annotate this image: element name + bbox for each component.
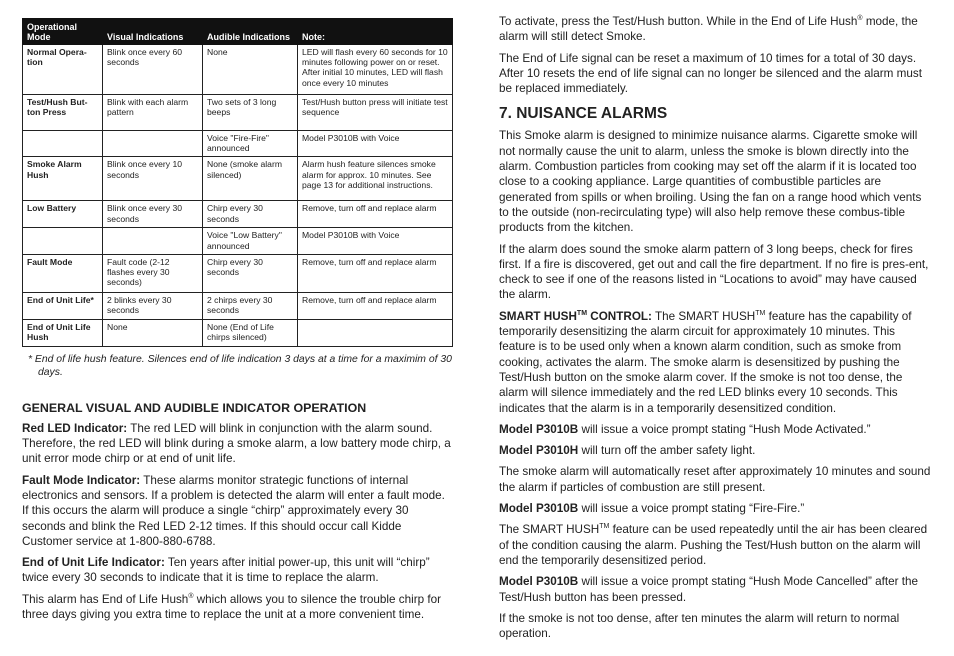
cell-visual: Blink with each alarm pattern bbox=[103, 95, 203, 131]
model-label: Model P3010B bbox=[499, 422, 579, 436]
table-row bbox=[23, 254, 453, 292]
header-operational-mode: Operational Mode bbox=[23, 19, 103, 45]
nuisance-alarms-heading: 7. NUISANCE ALARMS bbox=[499, 105, 668, 123]
cell-visual: 2 blinks every 30 seconds bbox=[103, 292, 203, 319]
fault-mode-label: Fault Mode Indicator: bbox=[22, 473, 141, 487]
cell-audible: None (End of Life chirps silenced) bbox=[203, 319, 298, 346]
end-of-life-paragraph bbox=[22, 555, 452, 586]
model-p3010b-hush-activated bbox=[499, 422, 932, 437]
cell-note bbox=[298, 319, 453, 346]
model-label: Model P3010B bbox=[499, 575, 579, 589]
cell-note: Remove, turn off and replace alarm bbox=[298, 254, 453, 292]
table-row bbox=[23, 95, 453, 131]
end-of-life-hush-text-a: This alarm has End of Life Hush bbox=[22, 592, 189, 606]
right-column bbox=[499, 14, 932, 647]
cell-audible: 2 chirps every 30 seconds bbox=[203, 292, 298, 319]
table-header-row bbox=[23, 19, 453, 45]
cell-audible: Voice "Low Battery" announced bbox=[203, 228, 298, 254]
cell-visual bbox=[103, 131, 203, 157]
cell-note: Model P3010B with Voice bbox=[298, 228, 453, 254]
smart-hush-paragraph bbox=[499, 309, 932, 416]
model-text: will issue a voice prompt stating “Hush Mode Cancelled” after the Test/Hush button has been pressed. bbox=[499, 575, 918, 604]
cell-visual bbox=[103, 228, 203, 254]
cell-audible: None bbox=[203, 45, 298, 95]
end-of-life-hush-paragraph bbox=[22, 592, 452, 623]
cell-mode bbox=[23, 228, 103, 254]
smart-hush-label-a: SMART HUSH bbox=[499, 309, 577, 323]
auto-reset-paragraph: The smoke alarm will automatically reset after approximately 10 minutes and sound the alarm if particles of combustion are still present. bbox=[499, 465, 931, 494]
model-text: will issue a voice prompt stating “Fire-Fire.” bbox=[578, 502, 805, 516]
repeat-text-a: The SMART HUSH bbox=[499, 523, 600, 537]
trademark-mark: TM bbox=[599, 523, 610, 531]
model-p3010h-amber-light bbox=[499, 443, 932, 458]
model-text: will turn off the amber safety light. bbox=[578, 444, 756, 458]
cell-mode: Low Battery bbox=[23, 201, 103, 228]
cell-visual: None bbox=[103, 319, 203, 346]
cell-audible: Chirp every 30 seconds bbox=[203, 201, 298, 228]
red-led-text: The red LED will blink in conjunction with the alarm sound. Therefore, the red LED will blink during a smoke alarm, a low battery mode chirp, a unit error mode chirp or at end of unit life. bbox=[22, 421, 451, 466]
trademark-mark: TM bbox=[755, 309, 766, 317]
model-p3010b-fire-fire bbox=[499, 501, 932, 516]
repeat-text-b: feature can be used repeatedly until the air has been cleared of the condition causing the alarm. Pushing the Test/Hush button on the alarm will end the temporarily desensitized period. bbox=[499, 523, 928, 567]
table-footnote: * End of life hush feature. Silences end of life indication 3 days at a time for a maximim of 30 days. bbox=[28, 353, 452, 379]
cell-audible: Voice "Fire-Fire" announced bbox=[203, 131, 298, 157]
end-of-life-hush-text-b: which allows you to silence the trouble chirp for three days giving you extra time to replace the unit at a more convenient time. bbox=[22, 592, 441, 622]
reset-paragraph: The End of Life signal can be reset a maximum of 10 times for a total of 30 days. After 10 resets the end of life signal can no longer be silenced and the alarm must be replaced immediately. bbox=[499, 51, 922, 96]
cell-note: Remove, turn off and replace alarm bbox=[298, 201, 453, 228]
cell-visual: Blink once every 60 seconds bbox=[103, 45, 203, 95]
end-of-life-label: End of Unit Life Indicator: bbox=[22, 556, 165, 570]
cell-mode bbox=[23, 131, 103, 157]
end-of-life-text: Ten years after initial power-up, this unit will “chirp” twice every 30 seconds to indicate that it is time to replace the alarm. bbox=[22, 556, 430, 585]
cell-mode: Fault Mode bbox=[23, 254, 103, 292]
smart-hush-text-a: The SMART HUSH bbox=[651, 309, 756, 323]
table-row bbox=[23, 228, 453, 254]
trademark-mark: TM bbox=[576, 309, 588, 317]
header-audible-indications: Audible Indications bbox=[203, 19, 298, 45]
table-row bbox=[23, 45, 453, 95]
table-row bbox=[23, 201, 453, 228]
smart-hush-label bbox=[499, 310, 652, 323]
nuisance-intro-paragraph: This Smoke alarm is designed to minimize nuisance alarms. Cigarette smoke will not normally cause the unit to alarm, unless the smoke is blown directly into the alarm. Combustion particles from cooking may set off the alarm if it is located too close to a cooking appliance. Large quantities of combustible particles are generated from spills or when broiling. Using the fan on a range hood which vents to the outside (non-recirculating type) will also help remove these combus-tible products from the kitchen. bbox=[499, 129, 922, 235]
cell-audible: Chirp every 30 seconds bbox=[203, 254, 298, 292]
table-row bbox=[23, 131, 453, 157]
cell-audible: None (smoke alarm silenced) bbox=[203, 157, 298, 201]
cell-note: Model P3010B with Voice bbox=[298, 131, 453, 157]
smart-hush-repeat-paragraph bbox=[499, 522, 932, 568]
red-led-label: Red LED Indicator: bbox=[22, 421, 128, 435]
alarm-sounds-paragraph: If the alarm does sound the smoke alarm pattern of 3 long beeps, check for fires first. If a fire is discovered, get out and call the fire department. If no fire is pres-ent, check to see if one of the reasons listed in “Locations to avoid” may have caused the alarm. bbox=[499, 242, 929, 302]
model-label: Model P3010B bbox=[499, 502, 579, 516]
smart-hush-text-b: feature has the capability of temporarily desensitizing the alarm circuit for approximately 10 minutes. This feature is to be used only when a known alarm condition, such as smoke from cooking, activates the alarm. The smoke alarm is desensitized by pushing the Test/Hush button on the smoke alarm cover. If the smoke is not too dense, the alarm will silence immediately and the red LED blinks every 10 seconds. This indicates that the alarm is in a temporarily desensitized condition. bbox=[499, 309, 912, 415]
model-label: Model P3010H bbox=[499, 444, 579, 458]
model-p3010b-hush-cancelled bbox=[499, 574, 932, 605]
cell-mode: Test/Hush But-ton Press bbox=[23, 95, 103, 131]
cell-mode: Normal Opera-tion bbox=[23, 45, 103, 95]
table-row bbox=[23, 157, 453, 201]
header-visual-indications: Visual Indications bbox=[103, 19, 203, 45]
registered-mark: ® bbox=[188, 592, 194, 600]
activate-text-a: To activate, press the Test/Hush button. While in the End of Life Hush bbox=[499, 15, 858, 28]
cell-mode: End of Unit Life* bbox=[23, 292, 103, 319]
indicator-table bbox=[22, 18, 453, 347]
indicator-operation-heading: GENERAL VISUAL AND AUDIBLE INDICATOR OPERATION bbox=[22, 400, 367, 415]
smart-hush-label-b: CONTROL: bbox=[587, 309, 652, 323]
table-row bbox=[23, 319, 453, 346]
cell-visual: Fault code (2-12 flashes every 30 seconds) bbox=[103, 254, 203, 292]
header-note: Note: bbox=[298, 19, 453, 45]
table-row bbox=[23, 292, 453, 319]
normal-operation-paragraph: If the smoke is not too dense, after ten minutes the alarm will return to normal operation. bbox=[499, 611, 900, 641]
cell-visual: Blink once every 10 seconds bbox=[103, 157, 203, 201]
activate-paragraph bbox=[499, 14, 932, 45]
cell-note: Test/Hush button press will initiate test sequence bbox=[298, 95, 453, 131]
activate-text-b: mode, the alarm will still detect Smoke. bbox=[499, 15, 918, 44]
cell-mode: End of Unit Life Hush bbox=[23, 319, 103, 346]
red-led-paragraph bbox=[22, 421, 452, 467]
cell-visual: Blink once every 30 seconds bbox=[103, 201, 203, 228]
cell-audible: Two sets of 3 long beeps bbox=[203, 95, 298, 131]
cell-mode: Smoke Alarm Hush bbox=[23, 157, 103, 201]
cell-note: LED will flash every 60 seconds for 10 minutes following power on or reset. After initial 10 minutes, LED will flash once every 10 minutes bbox=[298, 45, 453, 95]
registered-mark: ® bbox=[857, 15, 863, 23]
cell-note: Alarm hush feature silences smoke alarm for approx. 10 minutes. See page 13 for additional instructions. bbox=[298, 157, 453, 201]
fault-mode-paragraph bbox=[22, 473, 452, 549]
model-text: will issue a voice prompt stating “Hush Mode Activated.” bbox=[578, 422, 871, 436]
cell-note: Remove, turn off and replace alarm bbox=[298, 292, 453, 319]
fault-mode-text: These alarms monitor strategic functions of internal electronics and sensors. If a problem is detected the alarm will enter a fault mode. If this occurs the alarm will produce a single “chirp” approximately every 30 seconds and blink the Red LED 2-12 times. If this should occur call Kidde Customer service at 1-800-880-6788. bbox=[22, 473, 445, 548]
left-column bbox=[22, 18, 452, 628]
